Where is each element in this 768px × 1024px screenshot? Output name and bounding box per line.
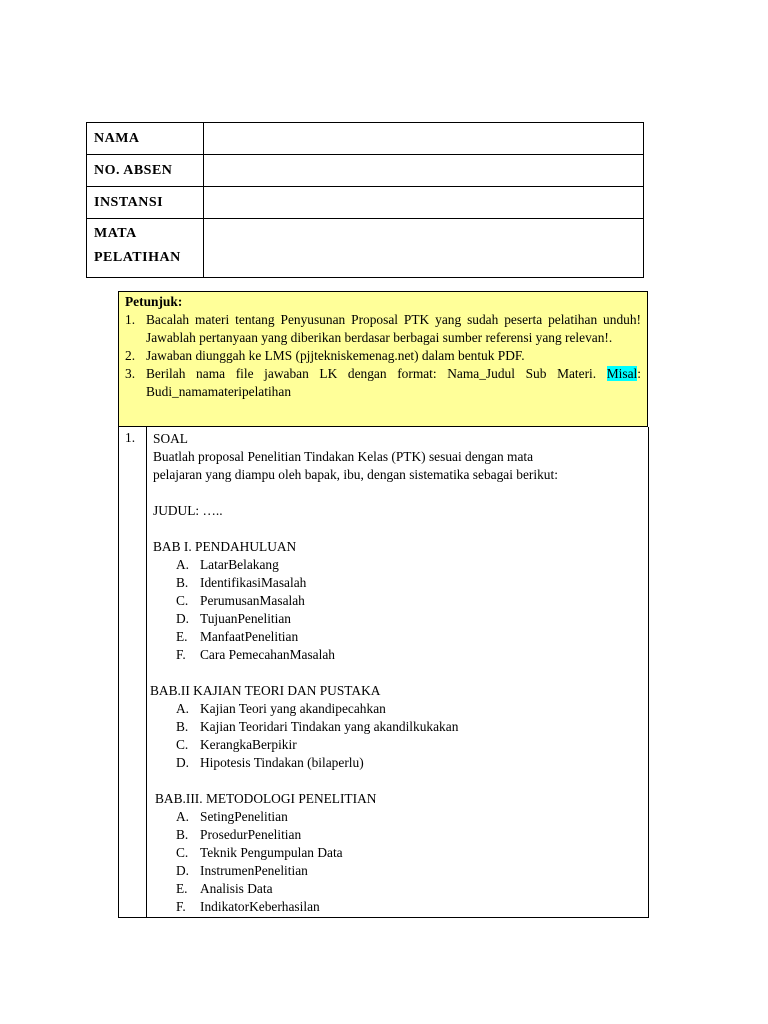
- instruction-text: [146, 365, 641, 401]
- list-letter: D.: [176, 611, 190, 626]
- list-item: [153, 880, 643, 898]
- instructions-box: [118, 291, 648, 427]
- instruction-number: 2.: [125, 348, 136, 363]
- identity-row-instansi: [87, 187, 644, 219]
- instruction-item: [125, 347, 641, 365]
- instruction-item: [125, 311, 641, 347]
- list-text: Cara PemecahanMasalah: [200, 647, 335, 662]
- list-item: [153, 610, 643, 628]
- spacer: [153, 484, 643, 502]
- spacer: [153, 520, 643, 538]
- bab2-title: BAB.II KAJIAN TEORI DAN PUSTAKA: [150, 683, 381, 698]
- list-item: [153, 844, 643, 862]
- list-item: [153, 862, 643, 880]
- no-absen-field[interactable]: [204, 155, 644, 187]
- list-letter: A.: [176, 809, 190, 824]
- list-item: [153, 556, 643, 574]
- identity-row-nama: [87, 123, 644, 155]
- instructions-list: [125, 311, 641, 401]
- list-letter: E.: [176, 629, 188, 644]
- mata-pelatihan-label: [87, 219, 204, 278]
- spacer: [153, 772, 643, 790]
- list-item: [153, 808, 643, 826]
- list-letter: D.: [176, 755, 190, 770]
- instructions-heading: Petunjuk:: [125, 294, 183, 309]
- instruction-text: Jawaban diunggah ke LMS (pjjteknis​kemenag.net) dalam bentuk PDF.: [146, 348, 525, 363]
- instruction-number: 3.: [125, 366, 136, 381]
- mata-pelatihan-label-line2: PELATIHAN: [94, 250, 181, 265]
- list-text: SetingPenelitian: [200, 809, 288, 824]
- list-letter: A.: [176, 701, 190, 716]
- list-text: Teknik Pengumpulan Data: [200, 845, 343, 860]
- list-letter: C.: [176, 845, 189, 860]
- instansi-field[interactable]: [204, 187, 644, 219]
- list-item: [153, 898, 643, 916]
- list-item: [153, 700, 643, 718]
- list-text: TujuanPenelitian: [200, 611, 292, 626]
- list-text: IdentifikasiMasalah: [200, 575, 307, 590]
- list-item: [153, 826, 643, 844]
- question-number: 1.: [125, 430, 136, 445]
- identity-row-absen: [87, 155, 644, 187]
- list-text: ProsedurPenelitian: [200, 827, 302, 842]
- list-letter: C.: [176, 593, 189, 608]
- bab1-title: BAB I. PENDAHULUAN: [153, 539, 297, 554]
- list-letter: D.: [176, 863, 190, 878]
- instruction-text-after: : Budi_namamateripelatihan: [146, 366, 641, 399]
- list-letter: C.: [176, 737, 189, 752]
- list-text: Hipotesis Tindakan (bilaperlu): [200, 755, 364, 770]
- list-letter: F.: [176, 899, 186, 914]
- list-text: PerumusanMasalah: [200, 593, 305, 608]
- list-letter: F.: [176, 647, 186, 662]
- list-letter: E.: [176, 881, 188, 896]
- identity-table: [86, 122, 644, 278]
- list-item: [153, 736, 643, 754]
- list-text: LatarBelakang: [200, 557, 279, 572]
- nama-label: NAMA: [87, 123, 204, 155]
- list-text: InstrumenPenelitian: [200, 863, 308, 878]
- highlighted-word: Misal: [606, 366, 638, 381]
- list-item: [153, 718, 643, 736]
- list-text: IndikatorKeberhasilan: [200, 899, 320, 914]
- list-text: Kajian Teoridari Tindakan yang akandilkukakan: [200, 719, 459, 734]
- question-intro-line: pelajaran yang diampu oleh bapak, ibu, dengan sistematika sebagai berikut:: [153, 467, 558, 482]
- question-title: SOAL: [153, 431, 188, 446]
- list-text: KerangkaBerpikir: [200, 737, 297, 752]
- column-divider: [146, 427, 147, 917]
- instruction-item: [125, 365, 641, 401]
- no-absen-label: NO. ABSEN: [87, 155, 204, 187]
- list-text: Analisis Data: [200, 881, 273, 896]
- question-intro-line: Buatlah proposal Penelitian Tindakan Kelas (PTK) sesuai dengan mata: [153, 449, 534, 464]
- instruction-text-before: Berilah nama file jawaban LK dengan format: Nama_Judul Sub Materi.: [146, 366, 607, 381]
- spacer: [153, 664, 643, 682]
- list-text: Kajian Teori yang akandipecahkan: [200, 701, 386, 716]
- mata-pelatihan-label-line1: MATA: [94, 226, 137, 241]
- list-letter: B.: [176, 575, 189, 590]
- list-text: ManfaatPenelitian: [200, 629, 299, 644]
- question-box: [118, 427, 649, 918]
- list-item: [153, 592, 643, 610]
- list-item: [153, 754, 643, 772]
- instruction-text: Bacalah materi tentang Penyusunan Proposal PTK yang sudah peserta pelatihan unduh! Jawablah pertanyaan yang diberikan berdasar berbagai sumber referensi yang relevan!.: [146, 312, 641, 345]
- list-item: [153, 646, 643, 664]
- judul-line: JUDUL: …..: [153, 503, 223, 518]
- list-item: [153, 574, 643, 592]
- list-letter: A.: [176, 557, 190, 572]
- mata-pelatihan-field[interactable]: [204, 219, 644, 278]
- question-body: [150, 430, 643, 916]
- identity-row-mata-pelatihan: [87, 219, 644, 278]
- list-letter: B.: [176, 827, 189, 842]
- nama-field[interactable]: [204, 123, 644, 155]
- list-letter: B.: [176, 719, 189, 734]
- bab3-title: BAB.III. METODOLOGI PENELITIAN: [155, 791, 377, 806]
- instansi-label: INSTANSI: [87, 187, 204, 219]
- list-item: [153, 628, 643, 646]
- instruction-number: 1.: [125, 312, 136, 327]
